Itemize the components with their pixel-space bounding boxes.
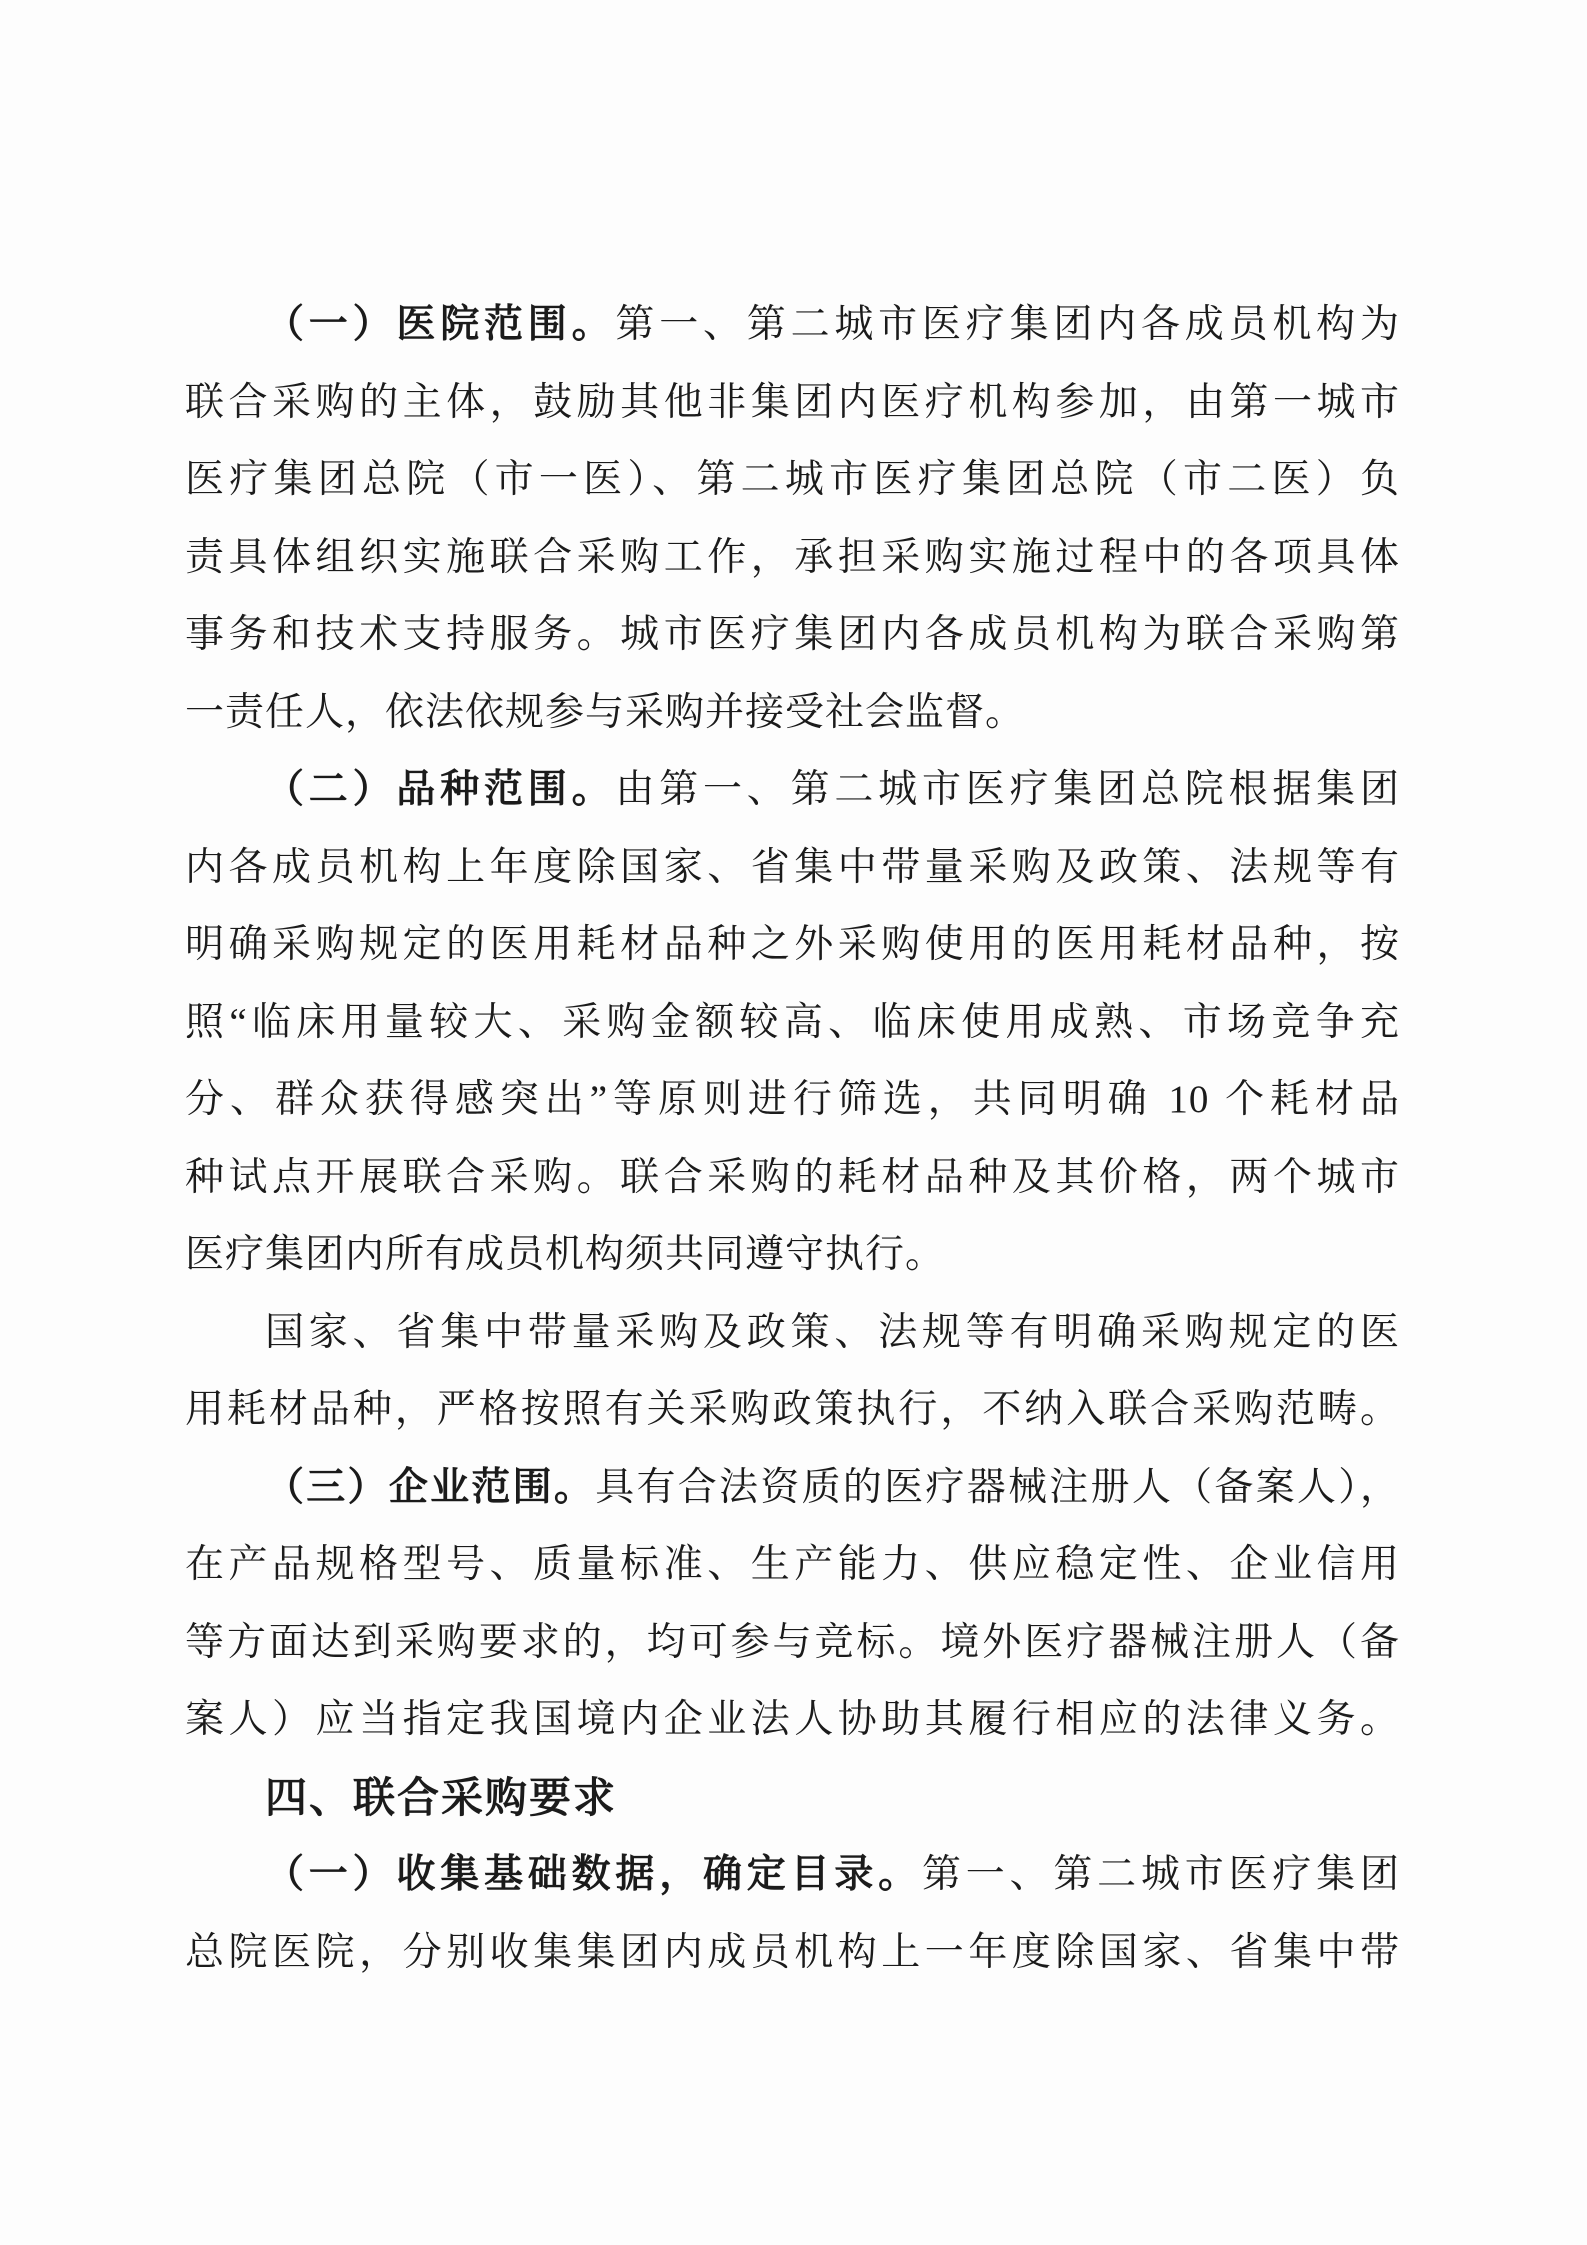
line-text: 医疗集团内所有成员机构须共同遵守执行。 <box>185 1233 946 1276</box>
line-text: 种试点开展联合采购。联合采购的耗材品种及其价格，两个城市 <box>185 1155 1400 1199</box>
text-line <box>185 441 1400 519</box>
text-line <box>185 906 1400 984</box>
text-line <box>185 596 1400 674</box>
text-line <box>185 1526 1400 1604</box>
text-line <box>185 1914 1400 1992</box>
lead-in-label: （二）品种范围。 <box>265 768 616 811</box>
paragraph-variety-scope <box>185 751 1400 1294</box>
lead-in-label: （一）收集基础数据，确定目录。 <box>265 1853 922 1896</box>
text-line <box>185 1294 1400 1372</box>
line-text: 等方面达到采购要求的，均可参与竞标。境外医疗器械注册人（备 <box>185 1620 1400 1664</box>
line-text: 照“临床用量较大、采购金额较高、临床使用成熟、市场竞争充 <box>185 1000 1400 1044</box>
text-line <box>185 1836 1400 1914</box>
line-text: 总院医院，分别收集集团内成员机构上一年度除国家、省集中带 <box>185 1930 1400 1974</box>
text-line <box>185 751 1400 829</box>
line-text: 由第一、第二城市医疗集团总院根据集团 <box>615 768 1400 811</box>
text-line <box>185 519 1400 597</box>
text-line <box>185 1449 1400 1527</box>
text-line <box>185 1604 1400 1682</box>
line-text: 第一、第二城市医疗集团内各成员机构为 <box>615 303 1400 346</box>
line-text: 医疗集团总院（市一医）、第二城市医疗集团总院（市二医）负 <box>185 458 1400 501</box>
line-text: 明确采购规定的医用耗材品种之外采购使用的医用耗材品种，按 <box>185 923 1400 966</box>
line-text: 事务和技术支持服务。城市医疗集团内各成员机构为联合采购第 <box>185 613 1400 656</box>
text-line <box>185 984 1400 1062</box>
line-text: 责具体组织实施联合采购工作，承担采购实施过程中的各项具体 <box>185 535 1400 579</box>
line-text: 第一、第二城市医疗集团 <box>921 1853 1400 1896</box>
paragraph-enterprise-scope <box>185 1449 1400 1759</box>
text-line <box>185 1216 1400 1294</box>
lead-in-label: 四、联合采购要求 <box>265 1773 618 1821</box>
text-line <box>185 674 1400 752</box>
text-line <box>185 364 1400 442</box>
paragraph-collect-basic-data <box>185 1836 1400 1991</box>
text-line <box>185 1371 1400 1449</box>
line-text: 在产品规格型号、质量标准、生产能力、供应稳定性、企业信用 <box>185 1543 1400 1586</box>
paragraph-joint-procurement-requirements-heading <box>185 1759 1400 1837</box>
line-text: 一责任人，依法依规参与采购并接受社会监督。 <box>185 690 1026 734</box>
text-line <box>185 1139 1400 1217</box>
line-text: 用耗材品种，严格按照有关采购政策执行，不纳入联合采购范畴。 <box>185 1388 1400 1431</box>
paragraph-excluded-varieties <box>185 1294 1400 1449</box>
paragraph-hospital-scope <box>185 286 1400 751</box>
line-text: 国家、省集中带量采购及政策、法规等有明确采购规定的医 <box>265 1310 1400 1354</box>
text-line <box>185 286 1400 364</box>
line-text: 具有合法资质的医疗器械注册人（备案人）， <box>595 1465 1400 1509</box>
text-line <box>185 1061 1400 1139</box>
text-line <box>185 1681 1400 1759</box>
line-text: 分、群众获得感突出”等原则进行筛选，共同明确 10 个耗材品 <box>185 1078 1400 1121</box>
line-text: 案人）应当指定我国境内企业法人协助其履行相应的法律义务。 <box>185 1698 1400 1741</box>
lead-in-label: （三）企业范围。 <box>265 1465 596 1509</box>
lead-in-label: （一）医院范围。 <box>265 303 616 346</box>
line-text: 联合采购的主体，鼓励其他非集团内医疗机构参加，由第一城市 <box>185 380 1400 424</box>
text-line <box>185 829 1400 907</box>
line-text: 内各成员机构上年度除国家、省集中带量采购及政策、法规等有 <box>185 845 1400 889</box>
document-body <box>185 286 1400 1991</box>
section-heading <box>185 1759 1400 1837</box>
